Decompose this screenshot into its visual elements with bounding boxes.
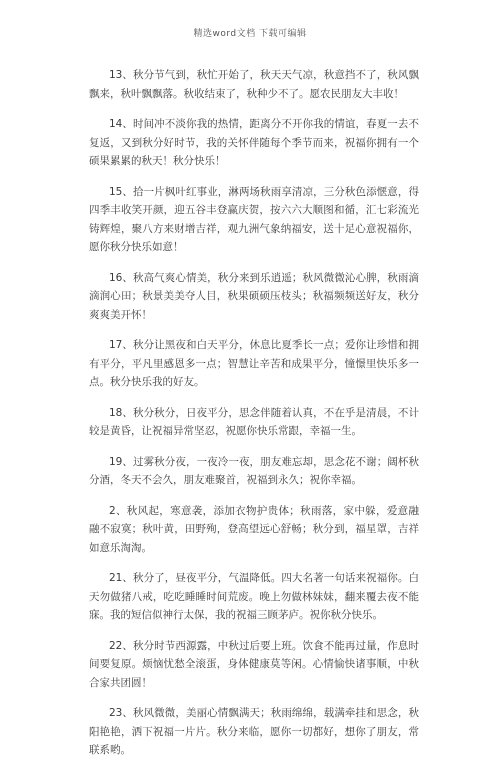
document-header: 精选word文档 下载可编辑 (193, 29, 307, 39)
paragraph-13: 13、秋分节气到，秋忙开始了，秋天天气凉，秋意挡不了，秋风飘飘来，秋叶飘飘落。秋收结束了，秋种少不了。愿农民朋友大丰收！ (89, 69, 419, 100)
paragraph-16: 16、秋高气爽心情美，秋分来到乐逍遥；秋风微微沁心脾，秋雨滴滴润心田；秋景美美夺人目，秋果硕硕压枝头；秋福频频送好友，秋分爽爽美开怀！ (89, 271, 419, 321)
paragraph-2: 2、秋风起，寒意袭，添加衣物护贵体；秋雨落，家中躲，爱意融融不寂寞；秋叶黄，田野殉，登高望远心舒畅；秋分到，福星罩，吉祥如意乐淘淘。 (89, 504, 419, 554)
paragraph-18: 18、秋分秋分，日夜平分，思念伴随着认真，不在乎是清晨，不计较是黄昏，让祝福异常坚忍，祝愿你快乐常跟，幸福一生。 (89, 406, 419, 437)
paragraph-17: 17、秋分让黑夜和白天平分，休息比夏季长一点；爱你让珍惜和拥有平分，平凡里感恩多一点；智慧让辛苦和成果平分，憧憬里快乐多一点。秋分快乐我的好友。 (89, 339, 419, 388)
document-body (89, 66, 419, 772)
paragraph-15: 15、拾一片枫叶红事业，淋两场秋雨享清凉，三分秋色添惬意，得四季丰收笑开颜，迎五谷丰登赢庆贺，按六六大顺图和循，汇七彩流光铸辉煌，聚八方来财增吉祥，观九洲气象纳福安，送十足心意祝福你，愿你秋分快乐如意！ (89, 185, 419, 253)
paragraph-14: 14、时间冲不淡你我的热情，距离分不开你我的情谊，春夏一去不复返，又到秋分好时节，我的关怀伴随每个季节而来，祝福你拥有一个硕果累累的秋天！秋分快乐！ (89, 118, 419, 167)
paragraph-22: 22、秋分时节西源露，中秋过后要上班。饮食不能再过量，作息时间要复原。烦恼忧愁全滚蛋，身体健康莫等闲。心情愉快诸事顺，中秋合家共团圆！ (89, 639, 419, 689)
paragraph-19: 19、过雾秋分夜，一夜冷一夜，朋友难忘却，思念花不谢；阔杯秋分酒，冬天不会久，朋友难聚首，祝福到永久；祝你幸福。 (89, 455, 419, 486)
paragraph-21: 21、秋分了，昼夜平分，气温降低。四大名著一句话来祝福你。白天勿做猪八戒，吃吃睡睡时间荒废。晚上勿做林妹妹，翻来覆去夜不能寐。我的短信似神行太保，我的祝福三顾茅庐。祝你秋分快乐。 (89, 572, 419, 621)
paragraph-23: 23、秋风微微，美丽心情飘满天；秋雨绵绵，载满牵挂和思念，秋阳艳艳，洒下祝福一片片。秋分来临，愿你一切都好，想你了朋友，常联系哟。 (89, 707, 419, 756)
